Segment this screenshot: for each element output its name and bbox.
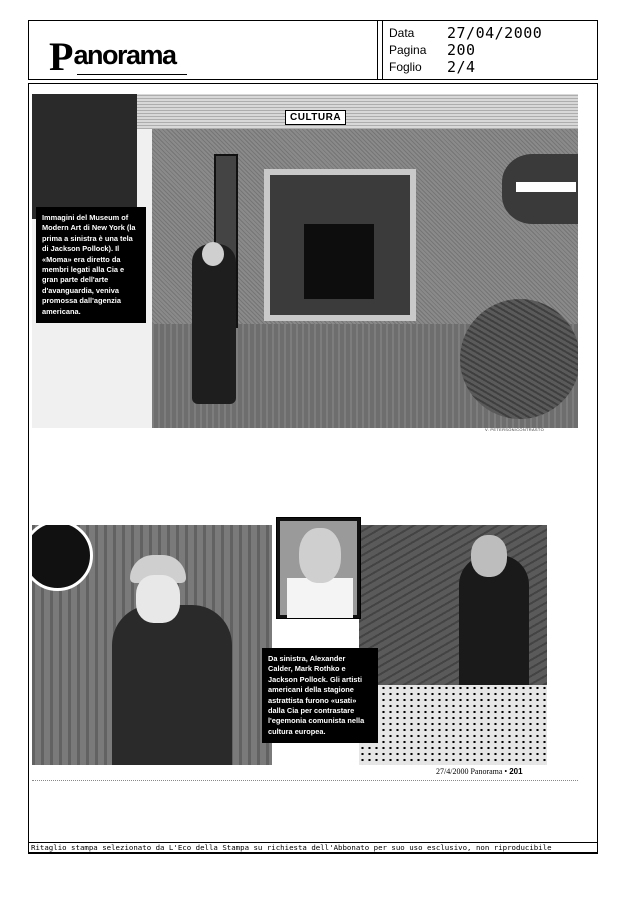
clipping-meta xyxy=(389,24,594,75)
photo-caption-bottom xyxy=(262,648,378,743)
dotted-rule xyxy=(32,780,578,781)
meta-row-pagina xyxy=(389,41,594,58)
meta-label: Data xyxy=(389,25,415,40)
page-footer xyxy=(436,767,523,776)
meta-row-foglio xyxy=(389,58,594,75)
caption-text: Immagini del Museum of Modern Art di New York (la prima a sinistra è una tela di Jackson Pollock). Il «Moma» era diretto da membri legati alla Cia e gran parte dell'arte d'avanguardia, veniva promossa dall'agenzia americana. xyxy=(42,213,136,316)
pop-art-teeth xyxy=(516,182,576,192)
pollock-photo xyxy=(359,525,547,765)
rothko-face xyxy=(299,528,341,583)
calder-figure xyxy=(112,605,232,765)
section-label: CULTURA xyxy=(285,110,346,125)
pollock-canvas-corner xyxy=(32,94,137,219)
page-footer-date: 27/4/2000 Panorama • xyxy=(436,767,508,776)
logo-cell xyxy=(29,21,378,79)
page-number: 201 xyxy=(509,767,523,776)
drip-canvas xyxy=(359,685,547,765)
meta-label: Pagina xyxy=(389,42,427,57)
clipping-notice: Ritaglio stampa selezionato da L'Eco della Stampa su richiesta dell'Abbonato per suo uso esclusivo, non riproducibile xyxy=(28,842,598,854)
header-divider xyxy=(380,21,383,79)
rothko-shirt xyxy=(287,578,353,618)
pollock-face xyxy=(471,535,507,577)
panorama-logo xyxy=(49,33,176,80)
sculpture-figures xyxy=(304,224,374,299)
meta-value-date: 27/04/2000 xyxy=(447,23,543,42)
visitor-head xyxy=(202,242,224,266)
meta-value-sheet: 2/4 xyxy=(447,57,476,76)
clipping-header xyxy=(28,20,598,80)
rothko-photo xyxy=(276,517,361,619)
photo-credit: V. PETERSON/CONTRASTO xyxy=(485,427,544,432)
logo-underline xyxy=(77,74,187,75)
caption-text: Da sinistra, Alexander Calder, Mark Rothko e Jackson Pollock. Gli artisti americani della stagione astrattista furono «usati» dalla Cia per contrastare l'egemonia comunista nella cultura europea. xyxy=(268,654,365,736)
calder-face xyxy=(136,575,180,623)
visitor-figure xyxy=(192,244,236,404)
pop-art-sphere xyxy=(460,299,578,419)
meta-row-data xyxy=(389,24,594,41)
circle-sculpture xyxy=(32,525,93,591)
meta-value-page: 200 xyxy=(447,40,476,59)
meta-label: Foglio xyxy=(389,59,422,74)
calder-photo xyxy=(32,525,272,765)
logo-rest: anorama xyxy=(73,40,176,70)
logo-initial: P xyxy=(49,34,74,79)
photo-caption-top xyxy=(36,207,146,323)
